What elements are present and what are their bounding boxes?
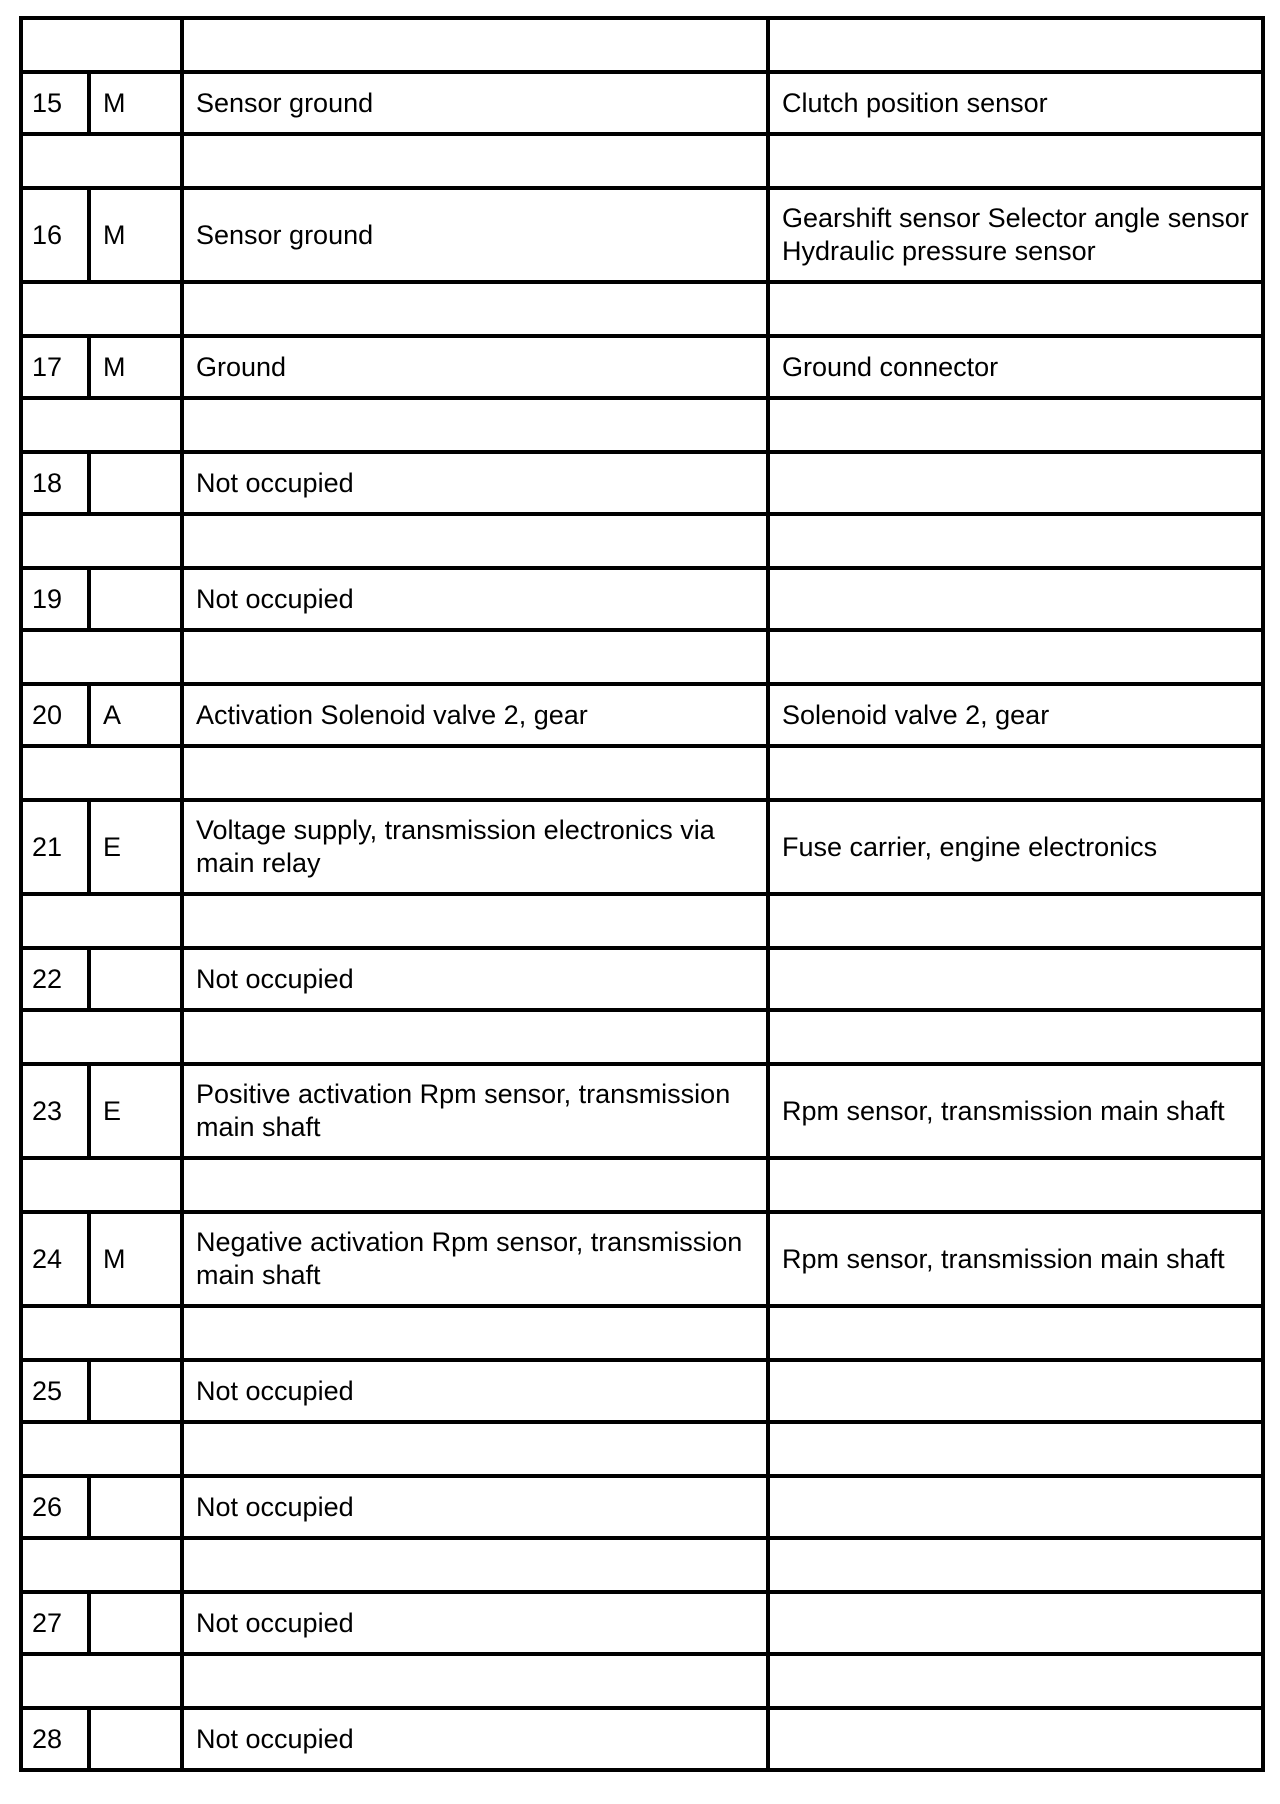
spacer-row bbox=[21, 1306, 1263, 1360]
signal-type-cell bbox=[89, 1360, 182, 1422]
spacer-row bbox=[21, 630, 1263, 684]
spacer-pin-cell bbox=[21, 1422, 182, 1476]
spacer-component-cell bbox=[768, 18, 1263, 72]
component-cell bbox=[768, 452, 1263, 514]
signal-description-cell: Sensor ground bbox=[182, 188, 768, 282]
spacer-signal-cell bbox=[182, 1306, 768, 1360]
table-row bbox=[21, 188, 1263, 282]
signal-description-cell: Activation Solenoid valve 2, gear bbox=[182, 684, 768, 746]
spacer-row bbox=[21, 514, 1263, 568]
spacer-component-cell bbox=[768, 1422, 1263, 1476]
spacer-row bbox=[21, 1010, 1263, 1064]
pin-number-cell: 17 bbox=[21, 336, 89, 398]
signal-description-cell: Positive activation Rpm sensor, transmission main shaft bbox=[182, 1064, 768, 1158]
pin-number-cell: 23 bbox=[21, 1064, 89, 1158]
pin-number-cell: 26 bbox=[21, 1476, 89, 1538]
spacer-pin-cell bbox=[21, 746, 182, 800]
component-cell bbox=[768, 1476, 1263, 1538]
spacer-row bbox=[21, 1654, 1263, 1708]
table-row bbox=[21, 1708, 1263, 1770]
spacer-component-cell bbox=[768, 134, 1263, 188]
spacer-signal-cell bbox=[182, 398, 768, 452]
spacer-component-cell bbox=[768, 1538, 1263, 1592]
signal-type-cell: M bbox=[89, 336, 182, 398]
spacer-signal-cell bbox=[182, 894, 768, 948]
spacer-row bbox=[21, 398, 1263, 452]
signal-type-cell bbox=[89, 1592, 182, 1654]
signal-description-cell: Sensor ground bbox=[182, 72, 768, 134]
spacer-signal-cell bbox=[182, 1422, 768, 1476]
pin-number-cell: 21 bbox=[21, 800, 89, 894]
spacer-row bbox=[21, 134, 1263, 188]
table-row bbox=[21, 800, 1263, 894]
signal-description-cell: Not occupied bbox=[182, 568, 768, 630]
signal-description-cell: Not occupied bbox=[182, 1592, 768, 1654]
spacer-component-cell bbox=[768, 514, 1263, 568]
component-cell: Fuse carrier, engine electronics bbox=[768, 800, 1263, 894]
spacer-signal-cell bbox=[182, 514, 768, 568]
spacer-row bbox=[21, 18, 1263, 72]
table-row bbox=[21, 1592, 1263, 1654]
signal-type-cell: M bbox=[89, 1212, 182, 1306]
signal-description-cell: Ground bbox=[182, 336, 768, 398]
signal-type-cell: E bbox=[89, 800, 182, 894]
spacer-pin-cell bbox=[21, 630, 182, 684]
signal-type-cell bbox=[89, 948, 182, 1010]
spacer-signal-cell bbox=[182, 1654, 768, 1708]
spacer-component-cell bbox=[768, 1654, 1263, 1708]
spacer-row bbox=[21, 282, 1263, 336]
spacer-pin-cell bbox=[21, 894, 182, 948]
pin-number-cell: 19 bbox=[21, 568, 89, 630]
signal-type-cell bbox=[89, 1708, 182, 1770]
component-cell bbox=[768, 1360, 1263, 1422]
spacer-row bbox=[21, 746, 1263, 800]
pin-number-cell: 24 bbox=[21, 1212, 89, 1306]
signal-description-cell: Not occupied bbox=[182, 948, 768, 1010]
pin-number-cell: 28 bbox=[21, 1708, 89, 1770]
spacer-pin-cell bbox=[21, 1158, 182, 1212]
table-row bbox=[21, 1064, 1263, 1158]
signal-type-cell: E bbox=[89, 1064, 182, 1158]
spacer-pin-cell bbox=[21, 134, 182, 188]
pin-number-cell: 20 bbox=[21, 684, 89, 746]
spacer-pin-cell bbox=[21, 1538, 182, 1592]
spacer-pin-cell bbox=[21, 1306, 182, 1360]
signal-description-cell: Not occupied bbox=[182, 452, 768, 514]
table-row bbox=[21, 1212, 1263, 1306]
spacer-pin-cell bbox=[21, 282, 182, 336]
component-cell: Ground connector bbox=[768, 336, 1263, 398]
table-row bbox=[21, 72, 1263, 134]
spacer-signal-cell bbox=[182, 1158, 768, 1212]
component-cell: Solenoid valve 2, gear bbox=[768, 684, 1263, 746]
component-cell: Gearshift sensor Selector angle sensor Hydraulic pressure sensor bbox=[768, 188, 1263, 282]
component-cell bbox=[768, 948, 1263, 1010]
component-cell bbox=[768, 1708, 1263, 1770]
signal-description-cell: Negative activation Rpm sensor, transmission main shaft bbox=[182, 1212, 768, 1306]
table-row bbox=[21, 568, 1263, 630]
pin-number-cell: 25 bbox=[21, 1360, 89, 1422]
signal-type-cell bbox=[89, 1476, 182, 1538]
pin-number-cell: 15 bbox=[21, 72, 89, 134]
table-row bbox=[21, 452, 1263, 514]
signal-description-cell: Not occupied bbox=[182, 1476, 768, 1538]
table-row bbox=[21, 948, 1263, 1010]
spacer-component-cell bbox=[768, 746, 1263, 800]
pin-number-cell: 16 bbox=[21, 188, 89, 282]
spacer-component-cell bbox=[768, 1306, 1263, 1360]
spacer-component-cell bbox=[768, 1010, 1263, 1064]
signal-type-cell bbox=[89, 452, 182, 514]
spacer-row bbox=[21, 1158, 1263, 1212]
signal-description-cell: Voltage supply, transmission electronics via main relay bbox=[182, 800, 768, 894]
spacer-pin-cell bbox=[21, 1654, 182, 1708]
spacer-component-cell bbox=[768, 398, 1263, 452]
spacer-component-cell bbox=[768, 630, 1263, 684]
spacer-row bbox=[21, 1538, 1263, 1592]
spacer-signal-cell bbox=[182, 18, 768, 72]
signal-type-cell: M bbox=[89, 188, 182, 282]
signal-type-cell: M bbox=[89, 72, 182, 134]
spacer-signal-cell bbox=[182, 1538, 768, 1592]
pin-table-body bbox=[21, 18, 1263, 1770]
table-row bbox=[21, 1476, 1263, 1538]
pin-assignment-table bbox=[19, 16, 1265, 1772]
component-cell bbox=[768, 568, 1263, 630]
signal-type-cell bbox=[89, 568, 182, 630]
spacer-signal-cell bbox=[182, 1010, 768, 1064]
component-cell: Rpm sensor, transmission main shaft bbox=[768, 1212, 1263, 1306]
spacer-signal-cell bbox=[182, 630, 768, 684]
component-cell: Rpm sensor, transmission main shaft bbox=[768, 1064, 1263, 1158]
spacer-component-cell bbox=[768, 1158, 1263, 1212]
table-row bbox=[21, 1360, 1263, 1422]
spacer-pin-cell bbox=[21, 18, 182, 72]
table-row bbox=[21, 336, 1263, 398]
pin-number-cell: 18 bbox=[21, 452, 89, 514]
spacer-row bbox=[21, 894, 1263, 948]
spacer-signal-cell bbox=[182, 134, 768, 188]
component-cell bbox=[768, 1592, 1263, 1654]
spacer-pin-cell bbox=[21, 398, 182, 452]
pin-number-cell: 22 bbox=[21, 948, 89, 1010]
signal-description-cell: Not occupied bbox=[182, 1708, 768, 1770]
spacer-pin-cell bbox=[21, 514, 182, 568]
pin-number-cell: 27 bbox=[21, 1592, 89, 1654]
signal-type-cell: A bbox=[89, 684, 182, 746]
spacer-pin-cell bbox=[21, 1010, 182, 1064]
signal-description-cell: Not occupied bbox=[182, 1360, 768, 1422]
spacer-component-cell bbox=[768, 894, 1263, 948]
spacer-component-cell bbox=[768, 282, 1263, 336]
component-cell: Clutch position sensor bbox=[768, 72, 1263, 134]
spacer-row bbox=[21, 1422, 1263, 1476]
table-row bbox=[21, 684, 1263, 746]
spacer-signal-cell bbox=[182, 746, 768, 800]
spacer-signal-cell bbox=[182, 282, 768, 336]
